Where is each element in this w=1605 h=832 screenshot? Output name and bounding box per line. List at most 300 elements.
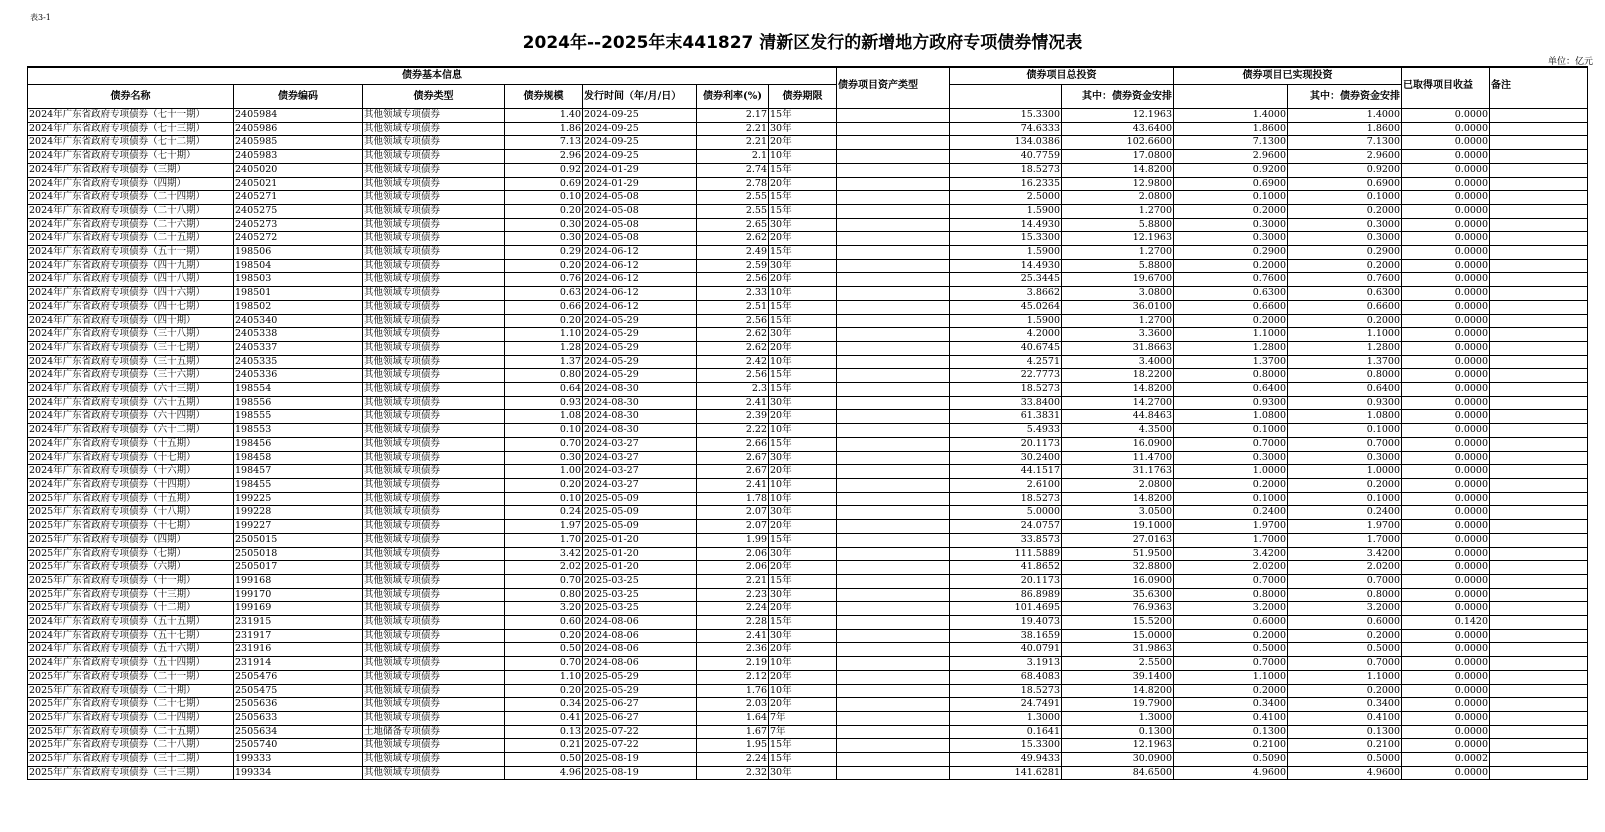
cell-asset — [837, 725, 950, 739]
cell-term: 20年 — [769, 602, 837, 616]
cell-total-funds: 31.8663 — [1062, 341, 1174, 355]
cell-realized-funds: 0.2000 — [1288, 684, 1402, 698]
cell-note — [1490, 355, 1588, 369]
cell-total: 40.7759 — [950, 150, 1062, 164]
cell-total-funds: 36.0100 — [1062, 300, 1174, 314]
cell-note — [1490, 670, 1588, 684]
table-row — [28, 424, 1588, 438]
cell-total-funds: 43.6400 — [1062, 122, 1174, 136]
cell-scale: 0.10 — [505, 492, 583, 506]
cell-income: 0.0002 — [1402, 753, 1490, 767]
cell-type: 其他领域专项债券 — [363, 163, 505, 177]
cell-code: 198503 — [234, 273, 363, 287]
cell-realized: 0.3000 — [1174, 218, 1288, 232]
table-row — [28, 437, 1588, 451]
cell-type: 其他领域专项债券 — [363, 602, 505, 616]
cell-type: 其他领域专项债券 — [363, 204, 505, 218]
cell-rate: 2.12 — [697, 670, 769, 684]
cell-total-funds: 12.1963 — [1062, 739, 1174, 753]
cell-asset — [837, 259, 950, 273]
cell-date: 2024-09-25 — [583, 122, 697, 136]
table-row — [28, 259, 1588, 273]
cell-code: 198458 — [234, 451, 363, 465]
cell-note — [1490, 273, 1588, 287]
cell-asset — [837, 177, 950, 191]
cell-total: 5.4933 — [950, 424, 1062, 438]
cell-total: 1.5900 — [950, 204, 1062, 218]
cell-realized-funds: 0.3400 — [1288, 698, 1402, 712]
cell-date: 2024-05-29 — [583, 355, 697, 369]
cell-name: 2024年广东省政府专项债券（三期） — [28, 163, 234, 177]
table-row — [28, 533, 1588, 547]
cell-code: 2405271 — [234, 191, 363, 205]
cell-type: 其他领域专项债券 — [363, 684, 505, 698]
cell-date: 2024-09-25 — [583, 109, 697, 123]
cell-total-funds: 4.3500 — [1062, 424, 1174, 438]
cell-scale: 0.60 — [505, 616, 583, 630]
cell-income: 0.0000 — [1402, 657, 1490, 671]
cell-income: 0.0000 — [1402, 437, 1490, 451]
cell-code: 2505634 — [234, 725, 363, 739]
cell-realized-funds: 3.4200 — [1288, 547, 1402, 561]
cell-date: 2024-03-27 — [583, 465, 697, 479]
cell-date: 2024-08-06 — [583, 616, 697, 630]
cell-note — [1490, 218, 1588, 232]
cell-asset — [837, 300, 950, 314]
cell-total: 3.8662 — [950, 287, 1062, 301]
cell-realized-funds: 1.3700 — [1288, 355, 1402, 369]
cell-realized-funds: 3.2000 — [1288, 602, 1402, 616]
cell-note — [1490, 629, 1588, 643]
cell-term: 15年 — [769, 314, 837, 328]
cell-rate: 2.21 — [697, 136, 769, 150]
cell-total-funds: 14.8200 — [1062, 383, 1174, 397]
cell-realized-funds: 0.8000 — [1288, 588, 1402, 602]
cell-asset — [837, 561, 950, 575]
cell-name: 2025年广东省政府专项债券（七期） — [28, 547, 234, 561]
cell-date: 2025-05-09 — [583, 492, 697, 506]
cell-type: 其他领域专项债券 — [363, 109, 505, 123]
cell-realized-funds: 0.7600 — [1288, 273, 1402, 287]
table-row — [28, 492, 1588, 506]
cell-code: 2405335 — [234, 355, 363, 369]
cell-code: 2405275 — [234, 204, 363, 218]
cell-total-funds: 5.8800 — [1062, 259, 1174, 273]
cell-realized: 1.1000 — [1174, 328, 1288, 342]
cell-total-funds: 3.0800 — [1062, 287, 1174, 301]
cell-realized-funds: 1.0800 — [1288, 410, 1402, 424]
cell-note — [1490, 725, 1588, 739]
cell-code: 198555 — [234, 410, 363, 424]
cell-code: 199333 — [234, 753, 363, 767]
cell-date: 2024-03-27 — [583, 478, 697, 492]
cell-term: 10年 — [769, 150, 837, 164]
cell-realized-funds: 0.1000 — [1288, 492, 1402, 506]
cell-realized-funds: 1.7000 — [1288, 533, 1402, 547]
cell-date: 2025-06-27 — [583, 698, 697, 712]
cell-term: 30年 — [769, 396, 837, 410]
cell-total-funds: 51.9500 — [1062, 547, 1174, 561]
cell-name: 2024年广东省政府专项债券（二十六期） — [28, 218, 234, 232]
cell-income: 0.0000 — [1402, 287, 1490, 301]
cell-scale: 0.80 — [505, 588, 583, 602]
cell-name: 2025年广东省政府专项债券（二十五期） — [28, 725, 234, 739]
cell-type: 其他领域专项债券 — [363, 698, 505, 712]
cell-name: 2024年广东省政府专项债券（五十五期） — [28, 616, 234, 630]
cell-income: 0.0000 — [1402, 122, 1490, 136]
cell-realized: 0.2000 — [1174, 259, 1288, 273]
cell-scale: 0.69 — [505, 177, 583, 191]
cell-total-funds: 1.2700 — [1062, 314, 1174, 328]
cell-date: 2025-08-19 — [583, 753, 697, 767]
cell-term: 20年 — [769, 136, 837, 150]
table-row — [28, 657, 1588, 671]
cell-realized: 0.1000 — [1174, 424, 1288, 438]
cell-rate: 2.21 — [697, 574, 769, 588]
cell-total: 111.5889 — [950, 547, 1062, 561]
cell-date: 2024-08-30 — [583, 424, 697, 438]
cell-name: 2024年广东省政府专项债券（十五期） — [28, 437, 234, 451]
cell-realized: 0.9200 — [1174, 163, 1288, 177]
cell-scale: 0.66 — [505, 300, 583, 314]
cell-date: 2024-06-12 — [583, 287, 697, 301]
cell-date: 2024-08-06 — [583, 657, 697, 671]
cell-income: 0.0000 — [1402, 451, 1490, 465]
cell-realized-funds: 0.6000 — [1288, 616, 1402, 630]
cell-date: 2024-06-12 — [583, 246, 697, 260]
cell-term: 20年 — [769, 273, 837, 287]
cell-note — [1490, 328, 1588, 342]
table-row — [28, 314, 1588, 328]
cell-scale: 1.40 — [505, 109, 583, 123]
cell-name: 2024年广东省政府专项债券（十七期） — [28, 451, 234, 465]
cell-rate: 2.55 — [697, 204, 769, 218]
table-row — [28, 328, 1588, 342]
cell-total-funds: 3.3600 — [1062, 328, 1174, 342]
cell-asset — [837, 150, 950, 164]
cell-total: 20.1173 — [950, 437, 1062, 451]
cell-code: 231914 — [234, 657, 363, 671]
cell-name: 2024年广东省政府专项债券（四期） — [28, 177, 234, 191]
cell-note — [1490, 657, 1588, 671]
cell-realized: 0.2100 — [1174, 739, 1288, 753]
cell-note — [1490, 753, 1588, 767]
cell-total: 44.1517 — [950, 465, 1062, 479]
cell-realized: 1.8600 — [1174, 122, 1288, 136]
table-row — [28, 684, 1588, 698]
cell-income: 0.0000 — [1402, 273, 1490, 287]
cell-asset — [837, 506, 950, 520]
cell-realized-funds: 4.9600 — [1288, 766, 1402, 780]
table-row — [28, 478, 1588, 492]
cell-term: 15年 — [769, 109, 837, 123]
cell-type: 其他领域专项债券 — [363, 465, 505, 479]
cell-realized: 0.2400 — [1174, 506, 1288, 520]
cell-asset — [837, 657, 950, 671]
cell-asset — [837, 396, 950, 410]
cell-name: 2024年广东省政府专项债券（十四期） — [28, 478, 234, 492]
cell-rate: 2.24 — [697, 602, 769, 616]
cell-note — [1490, 150, 1588, 164]
header-date: 发行时间（年/月/日） — [583, 85, 697, 109]
cell-realized: 0.8000 — [1174, 588, 1288, 602]
cell-scale: 0.20 — [505, 478, 583, 492]
cell-total-funds: 35.6300 — [1062, 588, 1174, 602]
cell-rate: 2.65 — [697, 218, 769, 232]
cell-note — [1490, 424, 1588, 438]
cell-income: 0.0000 — [1402, 204, 1490, 218]
cell-type: 其他领域专项债券 — [363, 246, 505, 260]
cell-total-funds: 14.8200 — [1062, 684, 1174, 698]
cell-name: 2024年广东省政府专项债券（四十九期） — [28, 259, 234, 273]
cell-rate: 2.56 — [697, 314, 769, 328]
cell-date: 2024-08-06 — [583, 643, 697, 657]
cell-asset — [837, 437, 950, 451]
table-row — [28, 725, 1588, 739]
cell-date: 2025-03-25 — [583, 602, 697, 616]
cell-scale: 0.20 — [505, 629, 583, 643]
cell-total-funds: 2.0800 — [1062, 191, 1174, 205]
cell-total: 45.0264 — [950, 300, 1062, 314]
cell-scale: 0.80 — [505, 369, 583, 383]
cell-code: 199170 — [234, 588, 363, 602]
cell-code: 2405273 — [234, 218, 363, 232]
cell-scale: 0.63 — [505, 287, 583, 301]
cell-rate: 2.55 — [697, 191, 769, 205]
cell-total: 14.4930 — [950, 259, 1062, 273]
cell-code: 2405021 — [234, 177, 363, 191]
cell-total-funds: 17.0800 — [1062, 150, 1174, 164]
cell-scale: 1.00 — [505, 465, 583, 479]
cell-total: 25.3445 — [950, 273, 1062, 287]
table-row — [28, 766, 1588, 780]
cell-realized-funds: 1.1000 — [1288, 670, 1402, 684]
cell-term: 20年 — [769, 698, 837, 712]
cell-date: 2024-09-25 — [583, 150, 697, 164]
cell-code: 2405340 — [234, 314, 363, 328]
table-row — [28, 643, 1588, 657]
cell-date: 2025-05-09 — [583, 520, 697, 534]
cell-type: 其他领域专项债券 — [363, 739, 505, 753]
cell-rate: 2.66 — [697, 437, 769, 451]
cell-code: 2405272 — [234, 232, 363, 246]
cell-realized: 0.3000 — [1174, 451, 1288, 465]
cell-realized-funds: 0.5000 — [1288, 753, 1402, 767]
cell-note — [1490, 684, 1588, 698]
table-row — [28, 629, 1588, 643]
cell-name: 2024年广东省政府专项债券（七十三期） — [28, 122, 234, 136]
table-row — [28, 753, 1588, 767]
cell-date: 2024-05-29 — [583, 314, 697, 328]
header-rate: 债券利率(%) — [697, 85, 769, 109]
table-row — [28, 109, 1588, 123]
cell-scale: 0.20 — [505, 259, 583, 273]
cell-scale: 0.70 — [505, 657, 583, 671]
cell-type: 其他领域专项债券 — [363, 191, 505, 205]
cell-name: 2024年广东省政府专项债券（二十八期） — [28, 204, 234, 218]
cell-realized-funds: 1.8600 — [1288, 122, 1402, 136]
cell-scale: 0.92 — [505, 163, 583, 177]
cell-income: 0.0000 — [1402, 643, 1490, 657]
cell-term: 20年 — [769, 465, 837, 479]
cell-term: 20年 — [769, 232, 837, 246]
cell-term: 10年 — [769, 355, 837, 369]
header-note: 备注 — [1490, 67, 1588, 109]
cell-scale: 7.13 — [505, 136, 583, 150]
cell-asset — [837, 698, 950, 712]
cell-code: 231915 — [234, 616, 363, 630]
cell-type: 其他领域专项债券 — [363, 478, 505, 492]
cell-name: 2024年广东省政府专项债券（六十四期） — [28, 410, 234, 424]
cell-total-funds: 11.4700 — [1062, 451, 1174, 465]
table-row — [28, 122, 1588, 136]
cell-asset — [837, 369, 950, 383]
header-scale: 债券规模 — [505, 85, 583, 109]
cell-realized-funds: 1.2800 — [1288, 341, 1402, 355]
cell-name: 2024年广东省政府专项债券（三十七期） — [28, 341, 234, 355]
cell-scale: 0.30 — [505, 218, 583, 232]
cell-date: 2025-07-22 — [583, 739, 697, 753]
cell-rate: 2.49 — [697, 246, 769, 260]
cell-code: 199168 — [234, 574, 363, 588]
cell-total: 33.8400 — [950, 396, 1062, 410]
cell-term: 15年 — [769, 739, 837, 753]
cell-rate: 2.42 — [697, 355, 769, 369]
cell-scale: 0.34 — [505, 698, 583, 712]
cell-total: 101.4695 — [950, 602, 1062, 616]
cell-realized-funds: 2.0200 — [1288, 561, 1402, 575]
cell-note — [1490, 246, 1588, 260]
cell-scale: 1.86 — [505, 122, 583, 136]
cell-total: 0.1641 — [950, 725, 1062, 739]
cell-realized: 0.6000 — [1174, 616, 1288, 630]
cell-note — [1490, 191, 1588, 205]
cell-type: 其他领域专项债券 — [363, 287, 505, 301]
cell-note — [1490, 122, 1588, 136]
cell-total: 5.0000 — [950, 506, 1062, 520]
cell-scale: 0.70 — [505, 437, 583, 451]
cell-rate: 2.62 — [697, 232, 769, 246]
cell-note — [1490, 259, 1588, 273]
cell-rate: 2.07 — [697, 520, 769, 534]
cell-rate: 2.74 — [697, 163, 769, 177]
header-group-realized: 债券项目已实现投资 — [1174, 67, 1402, 85]
cell-scale: 2.02 — [505, 561, 583, 575]
cell-total: 16.2335 — [950, 177, 1062, 191]
cell-asset — [837, 533, 950, 547]
cell-term: 7年 — [769, 725, 837, 739]
cell-date: 2025-01-20 — [583, 533, 697, 547]
cell-type: 其他领域专项债券 — [363, 355, 505, 369]
table-row — [28, 739, 1588, 753]
cell-income: 0.0000 — [1402, 520, 1490, 534]
cell-name: 2024年广东省政府专项债券（三十五期） — [28, 355, 234, 369]
cell-term: 10年 — [769, 657, 837, 671]
cell-asset — [837, 451, 950, 465]
cell-realized: 1.9700 — [1174, 520, 1288, 534]
cell-rate: 2.3 — [697, 383, 769, 397]
cell-income: 0.0000 — [1402, 684, 1490, 698]
cell-total-funds: 0.1300 — [1062, 725, 1174, 739]
table-row — [28, 547, 1588, 561]
cell-income: 0.0000 — [1402, 410, 1490, 424]
cell-asset — [837, 314, 950, 328]
table-row — [28, 136, 1588, 150]
cell-realized: 0.7600 — [1174, 273, 1288, 287]
cell-rate: 2.06 — [697, 547, 769, 561]
cell-name: 2024年广东省政府专项债券（四十期） — [28, 314, 234, 328]
table-row — [28, 383, 1588, 397]
cell-rate: 2.59 — [697, 259, 769, 273]
cell-rate: 2.23 — [697, 588, 769, 602]
cell-date: 2024-09-25 — [583, 136, 697, 150]
cell-note — [1490, 383, 1588, 397]
cell-term: 30年 — [769, 588, 837, 602]
cell-total: 2.6100 — [950, 478, 1062, 492]
cell-term: 15年 — [769, 383, 837, 397]
cell-date: 2024-01-29 — [583, 177, 697, 191]
cell-total-funds: 30.0900 — [1062, 753, 1174, 767]
cell-note — [1490, 163, 1588, 177]
cell-income: 0.0000 — [1402, 191, 1490, 205]
cell-total-funds: 3.0500 — [1062, 506, 1174, 520]
cell-name: 2025年广东省政府专项债券（三十三期） — [28, 766, 234, 780]
cell-total: 22.7773 — [950, 369, 1062, 383]
cell-term: 20年 — [769, 341, 837, 355]
table-row — [28, 369, 1588, 383]
cell-total-funds: 16.0900 — [1062, 437, 1174, 451]
cell-type: 其他领域专项债券 — [363, 533, 505, 547]
cell-date: 2024-08-30 — [583, 410, 697, 424]
cell-term: 30年 — [769, 451, 837, 465]
cell-total: 30.2400 — [950, 451, 1062, 465]
cell-type: 其他领域专项债券 — [363, 766, 505, 780]
header-code: 债券编码 — [234, 85, 363, 109]
cell-code: 2405020 — [234, 163, 363, 177]
cell-code: 2405336 — [234, 369, 363, 383]
cell-income: 0.0000 — [1402, 602, 1490, 616]
cell-income: 0.0000 — [1402, 574, 1490, 588]
page-title: 2024年--2025年末441827 清新区发行的新增地方政府专项债券情况表 — [522, 33, 1083, 53]
cell-rate: 2.51 — [697, 300, 769, 314]
cell-realized: 1.2800 — [1174, 341, 1288, 355]
cell-code: 199228 — [234, 506, 363, 520]
cell-term: 30年 — [769, 766, 837, 780]
cell-total: 15.3300 — [950, 109, 1062, 123]
cell-realized-funds: 0.3000 — [1288, 218, 1402, 232]
cell-total-funds: 27.0163 — [1062, 533, 1174, 547]
cell-scale: 1.97 — [505, 520, 583, 534]
table-row — [28, 588, 1588, 602]
cell-income: 0.0000 — [1402, 739, 1490, 753]
cell-realized-funds: 0.6300 — [1288, 287, 1402, 301]
cell-realized: 0.6900 — [1174, 177, 1288, 191]
cell-realized-funds: 0.7000 — [1288, 574, 1402, 588]
cell-note — [1490, 437, 1588, 451]
cell-asset — [837, 492, 950, 506]
cell-name: 2024年广东省政府专项债券（六十五期） — [28, 396, 234, 410]
cell-rate: 2.03 — [697, 698, 769, 712]
cell-code: 198502 — [234, 300, 363, 314]
cell-total-funds: 1.2700 — [1062, 246, 1174, 260]
cell-term: 30年 — [769, 629, 837, 643]
cell-total: 20.1173 — [950, 574, 1062, 588]
cell-realized-funds: 0.9300 — [1288, 396, 1402, 410]
cell-realized: 0.6300 — [1174, 287, 1288, 301]
cell-term: 10年 — [769, 478, 837, 492]
cell-type: 其他领域专项债券 — [363, 300, 505, 314]
cell-realized: 0.2000 — [1174, 314, 1288, 328]
